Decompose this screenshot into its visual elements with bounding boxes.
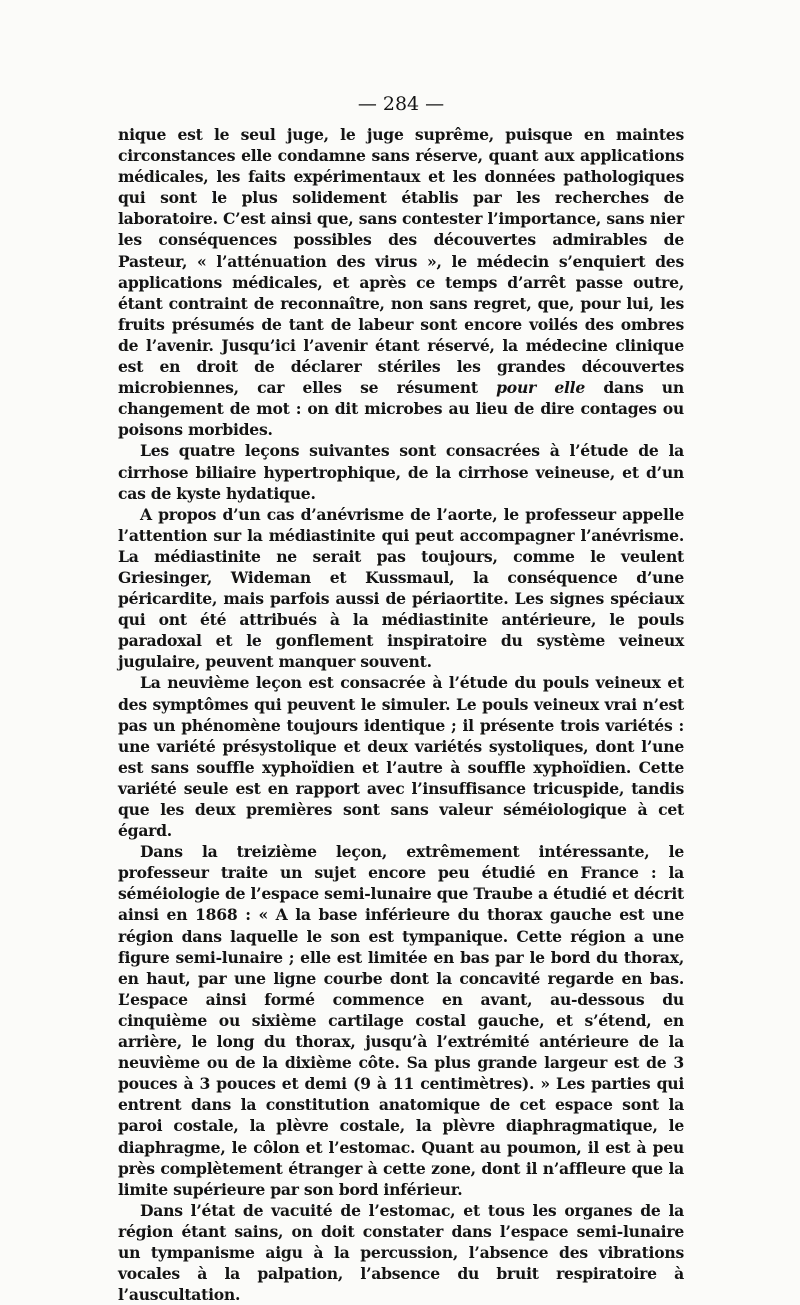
paragraph-1-emphasis: pour elle [496,378,586,398]
page-number: — 284 — [357,93,445,115]
book-page [118,92,684,1305]
paragraph-1-text-after: dans un changement de mot : on dit microbes au lieu de dire contages ou poisons morbides. [118,378,684,440]
paragraph-4: La neuvième leçon est consacrée à l’étude du pouls veineux et des symptômes qui peuvent le simuler. Le pouls veineux vrai n’est pas un phénomène toujours identique ; il présente trois variétés : une variété présystolique et deux variétés systoliques, dont l’une est sans souffle xyphoïdien et l’autre à souffle xyphoïdien. Cette variété seule est en rapport avec l’insuffisance tricuspide, tandis que les deux premières sont sans valeur séméiologique à cet égard. [118,673,684,841]
paragraph-1 [118,124,684,440]
paragraph-3: A propos d’un cas d’anévrisme de l’aorte, le professeur appelle l’attention sur la médiastinite qui peut accompagner l’anévrisme. La médiastinite ne serait pas toujours, comme le veulent Griesinger, Wideman et Kussmaul, la conséquence d’une péricardite, mais parfois aussi de périaortite. Les signes spéciaux qui ont été attribués à la médiastinite antérieure, le pouls paradoxal et le gonflement inspiratoire du système veineux jugulaire, peuvent manquer souvent. [118,504,684,672]
paragraph-1-text: nique est le seul juge, le juge suprême, puisque en maintes circonstances elle condamne sans réserve, quant aux applications médicales, les faits expérimentaux et les données pathologiques qui sont le plus solidement établis par les recherches de laboratoire. C’est ainsi que, sans contester l’importance, sans nier les conséquences possibles des découvertes admirables de Pasteur, « l’atténuation des virus », le médecin s’enquiert des applications médicales, et après ce temps d’arrêt passe outre, étant contraint de reconnaître, non sans regret, que, pour lui, les fruits présumés de tant de labeur sont encore voilés des ombres de l’avenir. Jusqu’ici l’avenir étant réservé, la médecine clinique est en droit de déclarer stériles les grandes découvertes microbiennes, car elles se résument [118,125,684,398]
paragraph-2: Les quatre leçons suivantes sont consacrées à l’étude de la cirrhose biliaire hypertrophique, de la cirrhose veineuse, et d’un cas de kyste hydatique. [118,441,684,503]
paragraph-5: Dans la treizième leçon, extrêmement intéressante, le professeur traite un sujet encore peu étudié en France : la séméiologie de l’espace semi-lunaire que Traube a étudié et décrit ainsi en 1868 : « A la base inférieure du thorax gauche est une région dans laquelle le son est tympanique. Cette région a une figure semi-lunaire ; elle est limitée en bas par le bord du thorax, en haut, par une ligne courbe dont la concavité regarde en bas. L’espace ainsi formé commence en avant, au-dessous du cinquième ou sixième cartilage costal gauche, et s’étend, en arrière, le long du thorax, jusqu’à l’extrémité antérieure de la neuvième ou de la dixième côte. Sa plus grande largeur est de 3 pouces à 3 pouces et demi (9 à 11 centimètres). » Les parties qui entrent dans la constitution anatomique de cet espace sont la paroi costale, la plèvre costale, la plèvre diaphragmatique, le diaphragme, le côlon et l’estomac. Quant au poumon, il est à peu près complètement étranger à cette zone, dont il n’affleure que la limite supérieure par son bord inférieur. [118,842,684,1199]
paragraph-6: Dans l’état de vacuité de l’estomac, et tous les organes de la région étant sains, on doit constater dans l’espace semi-lunaire un tympanisme aigu à la percussion, l’absence des vibrations vocales à la palpation, l’absence du bruit respiratoire à l’auscultation. [118,1200,684,1305]
